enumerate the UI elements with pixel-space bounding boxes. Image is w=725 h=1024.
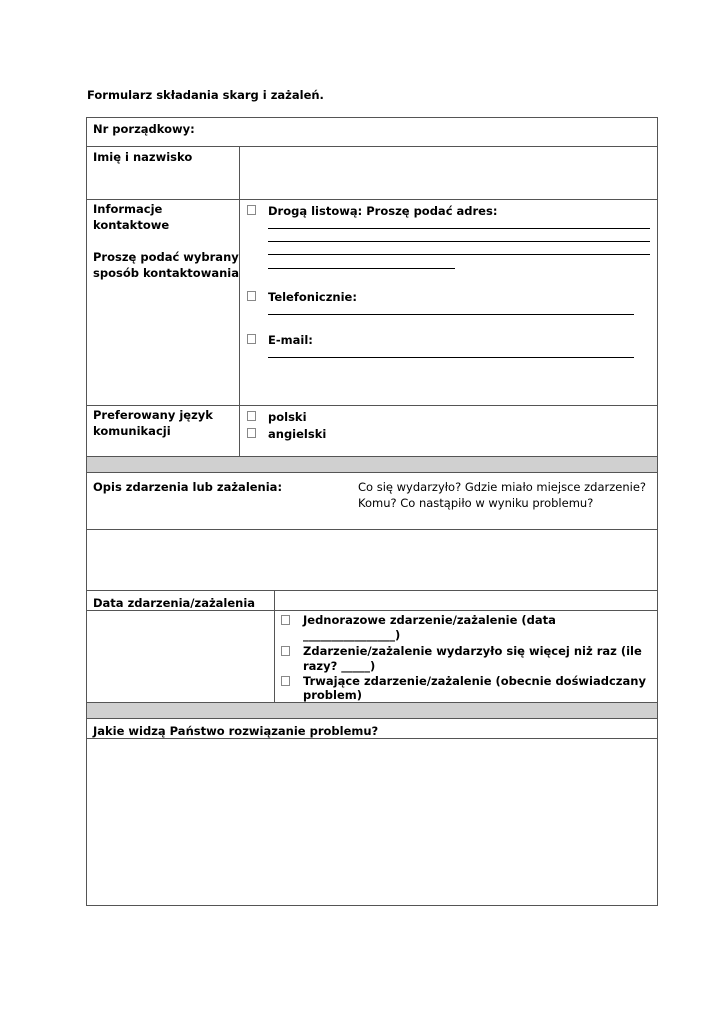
language-label-line2: komunikacji [93,424,171,438]
one-time-label-line1: Jednorazowe zdarzenie/zażalenie (data [303,613,556,627]
form-title: Formularz składania skarg i zażaleń. [87,88,324,102]
language-polski-checkbox[interactable] [247,411,256,421]
address-line-2[interactable] [268,241,650,242]
ongoing-label-line2: problem) [303,688,363,702]
email-line[interactable] [268,357,634,358]
language-angielski-label: angielski [268,427,327,441]
solution-field[interactable] [88,740,656,904]
repeated-label-line1: Zdarzenie/zażalenie wydarzyło się więcej niż raz (ile [303,644,642,658]
description-field[interactable] [88,531,656,589]
email-checkbox[interactable] [247,334,256,344]
language-polski-label: polski [268,410,307,424]
one-time-checkbox[interactable] [281,615,290,625]
contact-label-line1: Informacje [93,202,163,216]
address-line-4[interactable] [268,268,455,269]
ongoing-checkbox[interactable] [281,676,290,686]
language-label-line1: Preferowany język [93,408,213,422]
nr-label: Nr porządkowy: [93,122,195,136]
description-hint-line1: Co się wydarzyło? Gdzie miało miejsce zdarzenie? [358,480,647,494]
description-hint-line2: Komu? Co nastąpiło w wyniku problemu? [358,496,594,510]
mail-option-label: Drogą listową: Proszę podać adres: [268,204,498,218]
address-line-1[interactable] [268,228,650,229]
solution-label: Jakie widzą Państwo rozwiązanie problemu? [93,724,379,738]
date-label: Data zdarzenia/zażalenia [93,596,256,610]
repeated-checkbox[interactable] [281,646,290,656]
description-label: Opis zdarzenia lub zażalenia: [93,480,283,494]
mail-checkbox[interactable] [247,205,256,215]
name-label: Imię i nazwisko [93,150,193,164]
email-option-label: E-mail: [268,333,313,347]
date-field[interactable] [88,612,273,701]
one-time-label-line2: ________________) [303,628,401,642]
contact-hint-line2: sposób kontaktowania [93,266,239,280]
phone-checkbox[interactable] [247,291,256,301]
repeated-label-line2: razy? _____) [303,659,376,673]
address-line-3[interactable] [268,254,650,255]
contact-label-line2: kontaktowe [93,218,170,232]
phone-option-label: Telefonicznie: [268,290,357,304]
ongoing-label-line1: Trwające zdarzenie/zażalenie (obecnie doświadczany [303,674,646,688]
language-angielski-checkbox[interactable] [247,428,256,438]
name-field[interactable] [241,148,656,198]
phone-line[interactable] [268,314,634,315]
contact-hint-line1: Proszę podać wybrany [93,250,239,264]
